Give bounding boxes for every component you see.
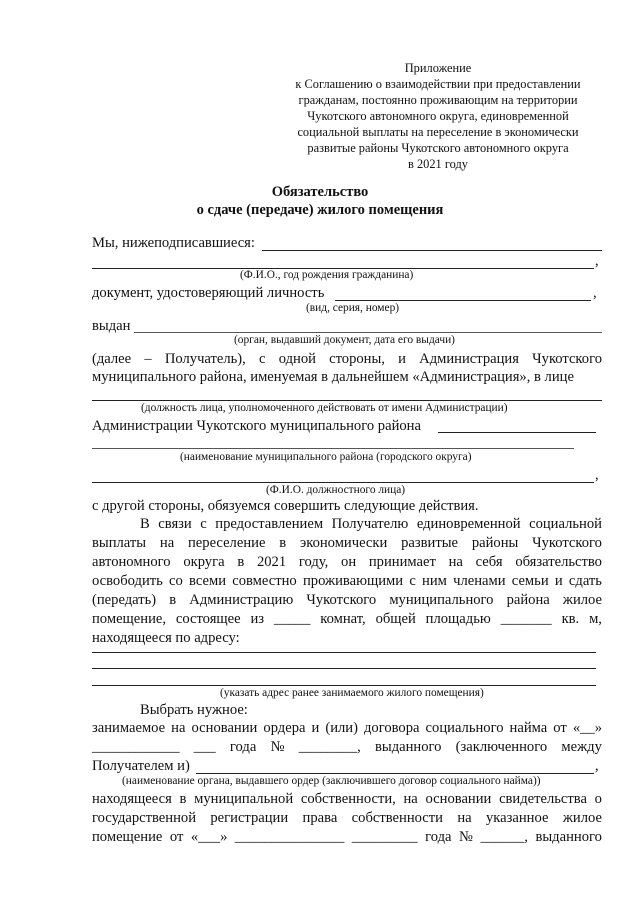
word: стороны, bbox=[329, 351, 385, 367]
word: связи bbox=[158, 516, 192, 532]
word: собственности bbox=[351, 810, 443, 826]
word: Получатель), bbox=[164, 351, 246, 367]
word: находящееся bbox=[92, 791, 172, 807]
word: он bbox=[341, 554, 357, 570]
word: регистрации bbox=[210, 810, 289, 826]
word: социальной bbox=[529, 516, 602, 532]
word: м, bbox=[589, 611, 602, 627]
word: муниципальной bbox=[194, 791, 294, 807]
word: с bbox=[259, 351, 266, 367]
appendix-line: Приложение bbox=[404, 61, 472, 75]
word: совместно bbox=[232, 573, 297, 589]
word: жилое bbox=[562, 592, 602, 608]
word: и bbox=[398, 351, 406, 367]
word: помещение, bbox=[92, 611, 167, 627]
word: состоящее bbox=[175, 611, 241, 627]
word: _______ bbox=[500, 611, 552, 627]
appendix-line: гражданам, постоянно проживающим на территории bbox=[298, 93, 578, 107]
word: принимает bbox=[368, 554, 436, 570]
hint-doc: (вид, серия, номер) bbox=[306, 302, 400, 314]
municipal-line: муниципального района, именуемая в дальнейшем «Администрация», в лице bbox=[92, 369, 574, 385]
appendix-line: к Соглашению о взаимодействии при предоставлении bbox=[295, 77, 581, 91]
word: Администрация bbox=[419, 351, 519, 367]
word: в bbox=[169, 592, 177, 608]
word: Чукотского bbox=[532, 535, 602, 551]
word: 2021 bbox=[256, 554, 287, 570]
issued-field[interactable] bbox=[134, 332, 602, 333]
admin-line: Администрации Чукотского муниципального района bbox=[92, 418, 421, 434]
word: свидетельства bbox=[499, 791, 587, 807]
word: и bbox=[311, 720, 320, 736]
para-line bbox=[92, 574, 602, 589]
word: в bbox=[179, 791, 187, 807]
word: (передать) bbox=[92, 592, 157, 608]
word: (далее bbox=[92, 351, 132, 367]
word: всеми bbox=[189, 573, 227, 589]
word: переселение bbox=[188, 535, 266, 551]
word: выданного bbox=[375, 739, 442, 755]
recipient-and: Получателем и) bbox=[92, 758, 190, 774]
word: в bbox=[237, 554, 245, 570]
ownership-line bbox=[92, 792, 602, 807]
word: ним bbox=[422, 573, 447, 589]
word: указанное bbox=[485, 810, 549, 826]
id-document-field[interactable] bbox=[335, 300, 591, 301]
word: с bbox=[409, 573, 416, 589]
hint-position: (должность лица, уполномоченного действовать от имени Администрации) bbox=[141, 402, 508, 414]
appendix-line: Чукотского автономного округа, единовременной bbox=[307, 109, 569, 123]
word: и bbox=[554, 573, 563, 589]
word: со bbox=[169, 573, 183, 589]
id-document-label: документ, удостоверяющий личность bbox=[92, 285, 325, 301]
word: социального bbox=[425, 720, 504, 736]
comma: , bbox=[595, 758, 599, 774]
word: права bbox=[302, 810, 338, 826]
word: ______, bbox=[480, 829, 528, 845]
other-side-line: с другой стороны, обязуемся совершить следующие действия. bbox=[92, 498, 479, 514]
hint-district: (наименование муниципального района (городского округа) bbox=[180, 451, 472, 463]
comma: , bbox=[595, 467, 599, 483]
choose-label: Выбрать нужное: bbox=[140, 702, 248, 718]
hint-issuer: (орган, выдавший документ, дата его выдачи) bbox=[234, 334, 455, 346]
word: договора bbox=[364, 720, 420, 736]
word: жилое bbox=[562, 810, 602, 826]
word: ________, bbox=[298, 739, 361, 755]
appendix-line: в 2021 году bbox=[408, 157, 468, 171]
word: – bbox=[144, 351, 152, 367]
appendix-line: развитые районы Чукотского автономного округа bbox=[307, 141, 569, 155]
word: о bbox=[594, 791, 602, 807]
word: кв. bbox=[561, 611, 580, 627]
word: основании bbox=[191, 720, 258, 736]
order-line bbox=[92, 740, 602, 755]
admin-field[interactable] bbox=[438, 432, 596, 433]
word: на bbox=[457, 810, 472, 826]
undersigned-field[interactable] bbox=[262, 250, 602, 251]
word: ___ bbox=[193, 739, 216, 755]
word: года bbox=[425, 829, 452, 845]
word: (или) bbox=[325, 720, 358, 736]
word: из bbox=[250, 611, 265, 627]
word: с bbox=[200, 516, 207, 532]
word: автономного bbox=[92, 554, 171, 570]
hint-fio: (Ф.И.О., год рождения гражданина) bbox=[240, 269, 414, 281]
word: от bbox=[169, 829, 184, 845]
address-field-2[interactable] bbox=[92, 668, 596, 669]
word: семьи bbox=[511, 573, 549, 589]
word: одной bbox=[278, 351, 316, 367]
hint-address: (указать адрес ранее занимаемого жилого помещения) bbox=[220, 687, 484, 699]
word: на bbox=[403, 791, 418, 807]
word: выплаты bbox=[92, 535, 147, 551]
word: _________ bbox=[351, 829, 418, 845]
comma: , bbox=[595, 253, 599, 269]
word: муниципального bbox=[389, 592, 494, 608]
word: _______________ bbox=[234, 829, 345, 845]
word: ордера bbox=[263, 720, 306, 736]
word: районы bbox=[471, 535, 519, 551]
position-field[interactable] bbox=[92, 400, 602, 401]
para-line bbox=[92, 612, 602, 627]
word: общей bbox=[375, 611, 416, 627]
word: основании bbox=[425, 791, 492, 807]
para-line bbox=[92, 536, 602, 551]
address-field-1[interactable] bbox=[92, 652, 596, 653]
word: между bbox=[561, 739, 602, 755]
para-line bbox=[92, 593, 602, 608]
ownership-line bbox=[92, 830, 602, 845]
word: года bbox=[229, 739, 257, 755]
hint-order-issuer: (наименование органа, выдавшего ордер (заключившего договор социального найма)) bbox=[122, 775, 541, 787]
hint-official: (Ф.И.О. должностного лица) bbox=[266, 484, 406, 496]
word: от bbox=[553, 720, 567, 736]
issued-label: выдан bbox=[92, 318, 131, 334]
word: Администрацию bbox=[189, 592, 294, 608]
word: на bbox=[448, 554, 463, 570]
word: комнат, bbox=[320, 611, 366, 627]
word: найма bbox=[509, 720, 548, 736]
word: Чукотского bbox=[306, 592, 377, 608]
word: освободить bbox=[92, 573, 163, 589]
word: Получателю bbox=[331, 516, 409, 532]
word: (заключенного bbox=[455, 739, 548, 755]
word: «__» bbox=[572, 720, 602, 736]
document-subtitle: о сдаче (передаче) жилого помещения bbox=[196, 202, 444, 218]
word: помещение bbox=[92, 829, 163, 845]
word: занимаемое bbox=[92, 720, 166, 736]
word: _____ bbox=[273, 611, 311, 627]
word: государственной bbox=[92, 810, 197, 826]
word: предоставлением bbox=[215, 516, 324, 532]
word: площадью bbox=[425, 611, 491, 627]
word: году, bbox=[298, 554, 329, 570]
document-title: Обязательство bbox=[271, 184, 369, 200]
address-field-3[interactable] bbox=[92, 685, 596, 686]
word: выданного bbox=[535, 829, 602, 845]
word: Чукотского bbox=[532, 351, 602, 367]
word: себя bbox=[475, 554, 503, 570]
word: округа bbox=[183, 554, 225, 570]
occupied-line bbox=[92, 721, 602, 736]
word: собственности, bbox=[300, 791, 396, 807]
appendix-line: социальной выплаты на переселение в экономически bbox=[297, 125, 579, 139]
word: экономически bbox=[299, 535, 388, 551]
word: № bbox=[459, 829, 473, 845]
word: на bbox=[171, 720, 186, 736]
word: «___» bbox=[190, 829, 228, 845]
word: проживающими bbox=[302, 573, 404, 589]
word: № bbox=[270, 739, 285, 755]
word: развитые bbox=[401, 535, 459, 551]
undersigned-label: Мы, нижеподписавшиеся: bbox=[92, 235, 255, 251]
para-line bbox=[140, 517, 602, 532]
district-field[interactable] bbox=[92, 448, 574, 449]
word: в bbox=[279, 535, 287, 551]
para-line bbox=[92, 555, 602, 570]
word: обязательство bbox=[515, 554, 602, 570]
word: единовременной bbox=[416, 516, 521, 532]
ownership-line bbox=[92, 811, 602, 826]
word: сдать bbox=[568, 573, 602, 589]
word: В bbox=[140, 516, 150, 532]
word: ____________ bbox=[92, 739, 180, 755]
word: на bbox=[159, 535, 175, 551]
word: членами bbox=[453, 573, 506, 589]
official-field[interactable] bbox=[92, 482, 594, 483]
order-issuer-field[interactable] bbox=[196, 773, 594, 774]
recipient-line bbox=[92, 352, 602, 367]
located-at: находящееся по адресу: bbox=[92, 630, 240, 646]
word: района bbox=[506, 592, 550, 608]
comma: , bbox=[593, 285, 597, 301]
